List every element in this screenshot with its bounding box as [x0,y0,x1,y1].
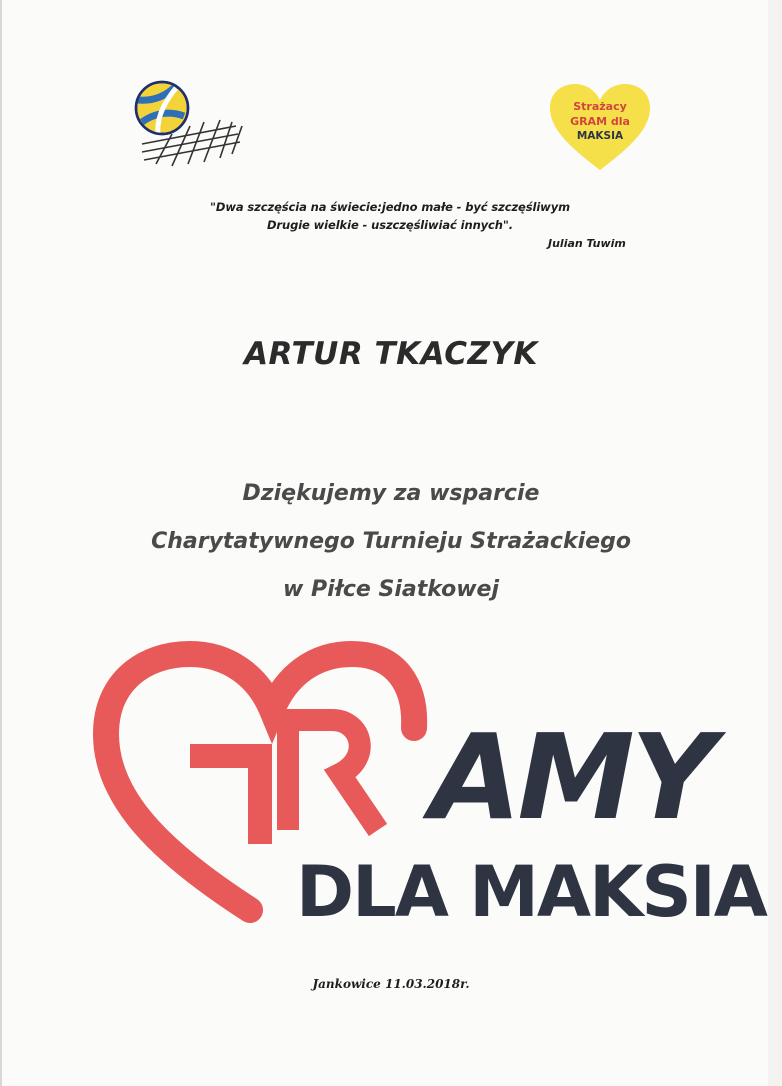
logo-r-shape [288,720,378,830]
logo-amy-text: AMY [430,708,713,846]
logo-g-bar [190,756,260,844]
thanks-line-1: Dziękujemy za wsparcie [242,481,540,506]
volleyball-net-icon [132,78,250,170]
gramy-dla-maksia-logo [100,648,766,933]
recipient-name: ARTUR TKACZYK [244,336,538,372]
heart-badge-line3: MAKSIA [576,130,624,142]
heart-badge-line1: Strażacy [573,100,627,113]
heart-badge-logo [548,82,652,174]
heart-badge-line2: GRAM dla [570,115,630,128]
logo-dla-maksia-text: DLA MAKSIA [296,851,766,933]
quote-line-2: Drugie wielkie - uszczęśliwiać innych". [266,218,514,232]
thanks-line-3: w Piłce Siatkowej [282,577,499,602]
thanks-line-2: Charytatywnego Turnieju Strażackiego [151,529,631,554]
quote-author: Julian Tuwim [548,237,626,250]
footer-date: Jankowice 11.03.2018r. [312,977,470,991]
quote-line-1: "Dwa szczęścia na świecie:jedno małe - być szczęśliwym [210,200,570,214]
